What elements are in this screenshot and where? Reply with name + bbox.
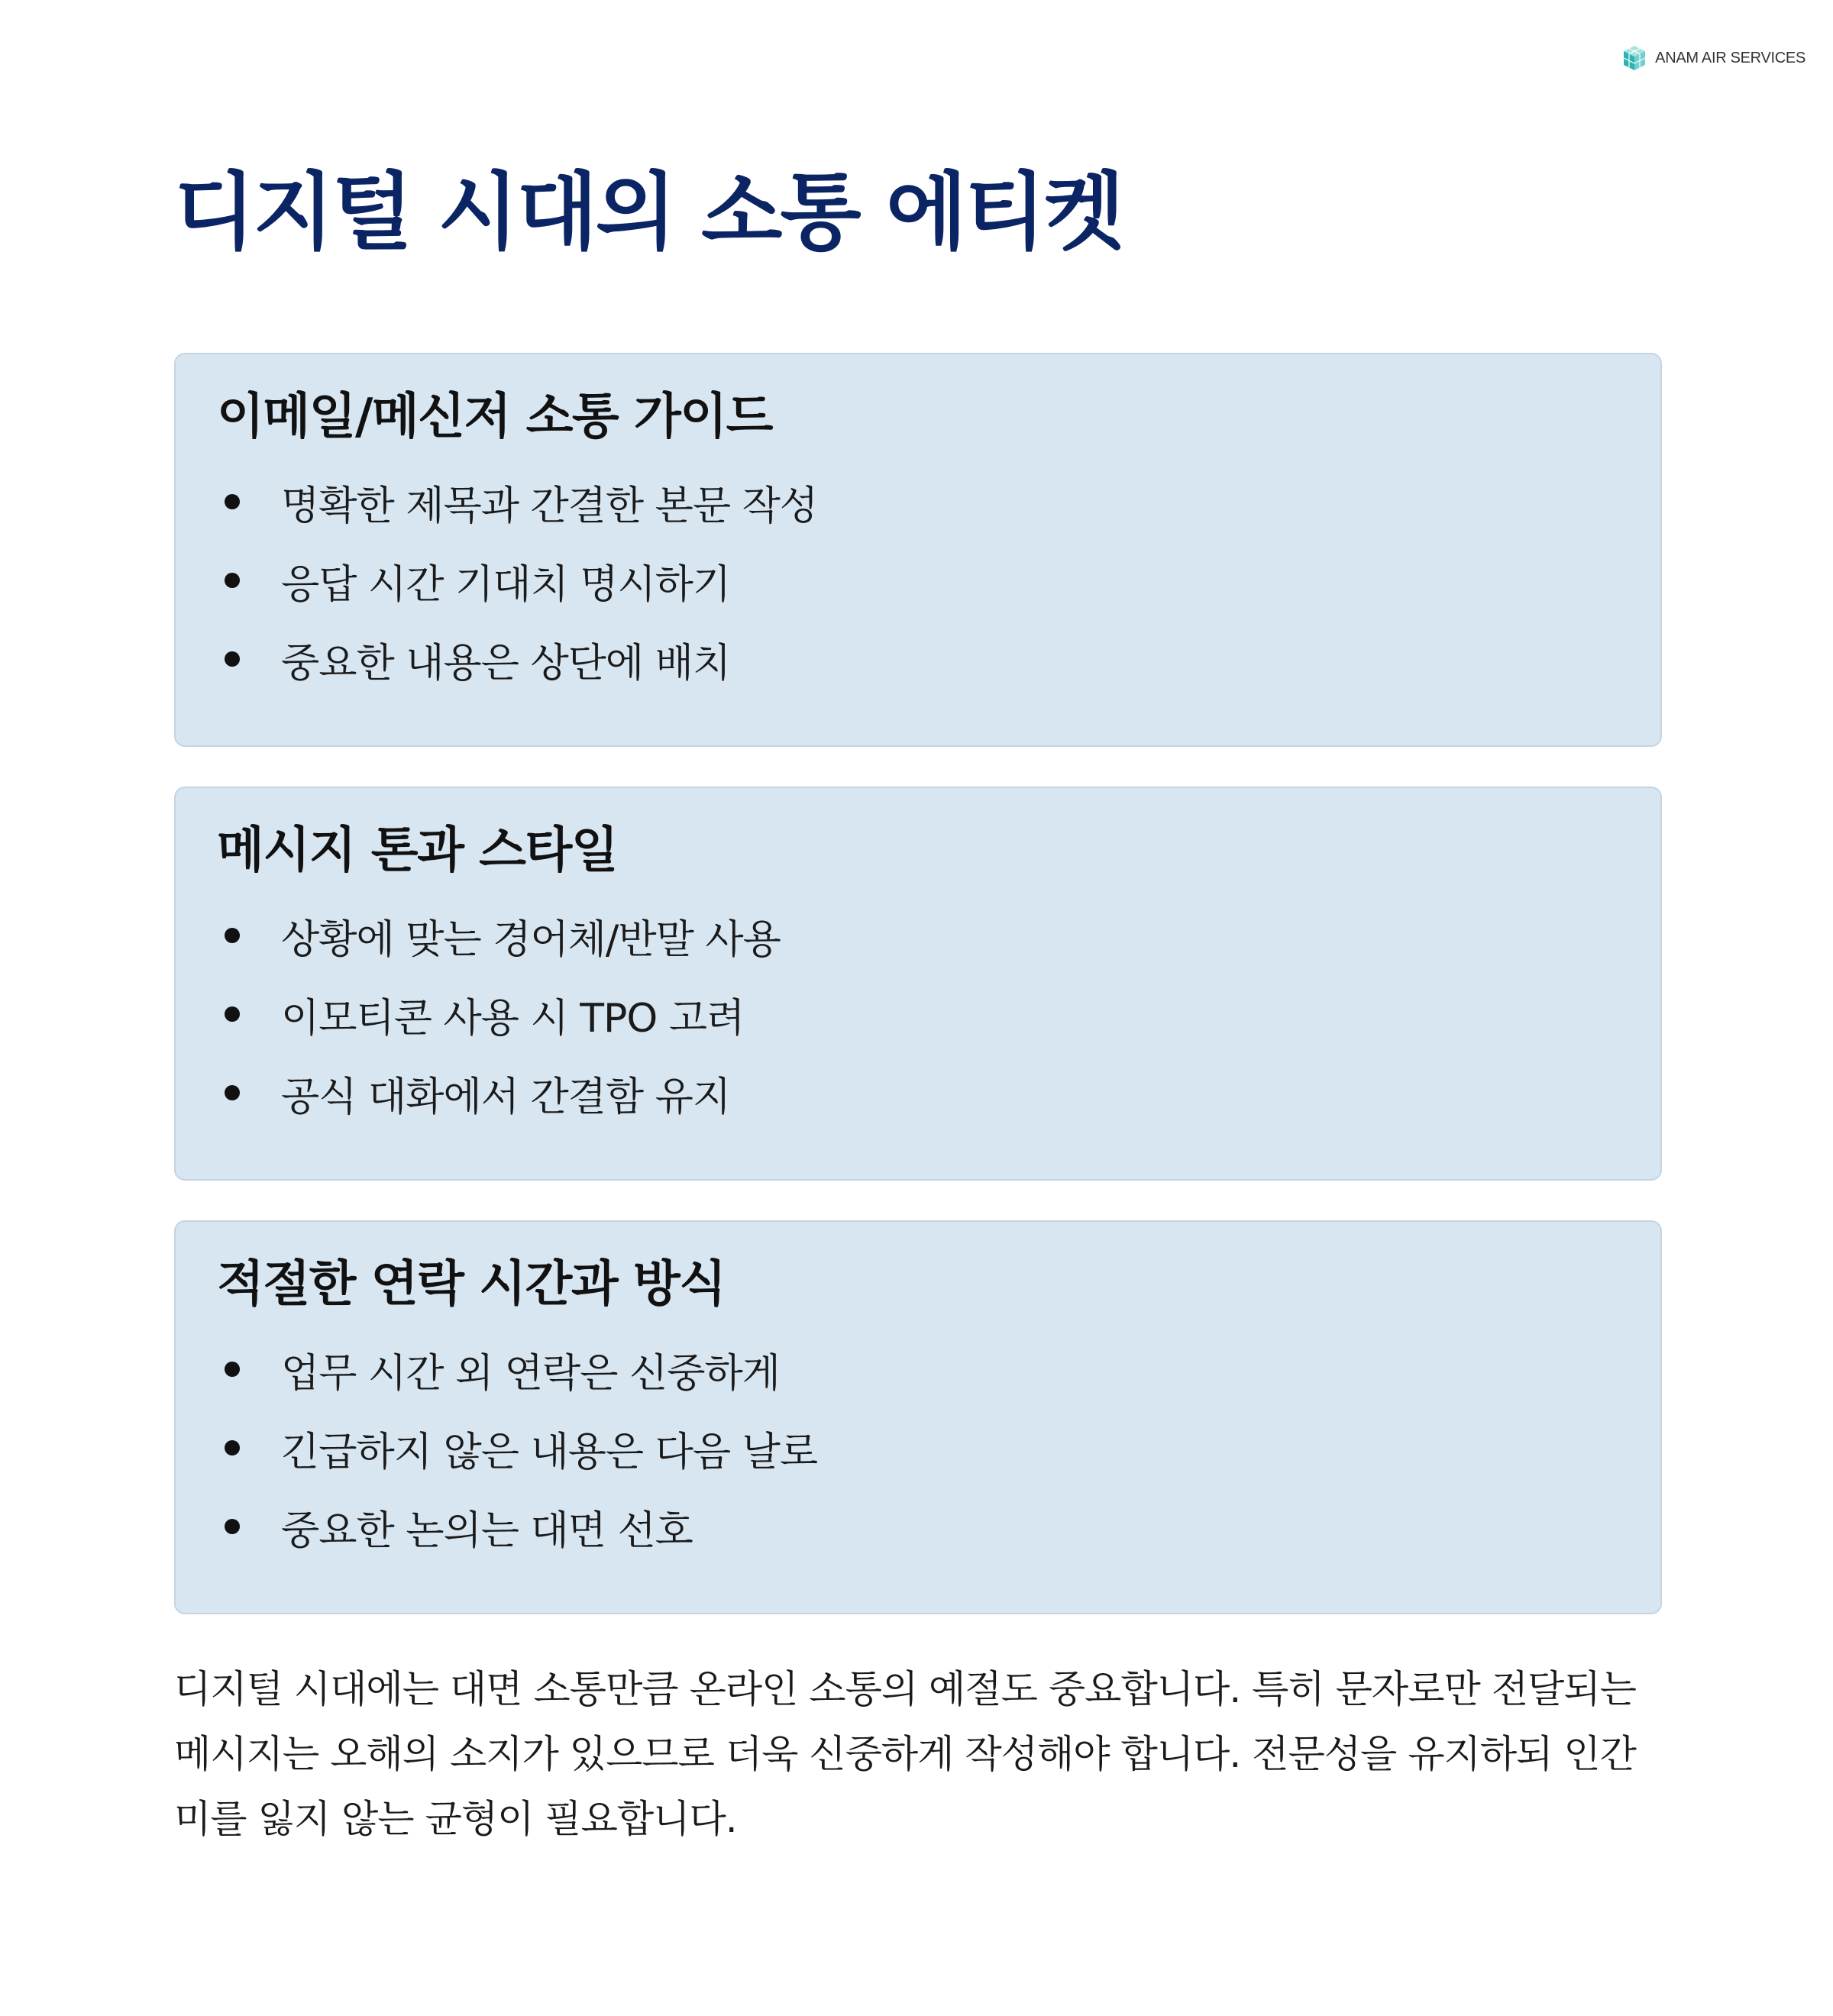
list-item [217,620,1619,699]
brand-logo [1621,44,1806,72]
bullet-icon [225,1085,240,1100]
bullet-icon [225,1006,240,1022]
bullet-list [217,1330,1619,1566]
bullet-icon [225,494,240,509]
bullet-icon [225,1362,240,1377]
list-item [217,897,1619,975]
bullet-icon [225,1519,240,1534]
bullet-list [217,463,1619,699]
list-item [217,1054,1619,1132]
bullet-icon [225,1440,240,1455]
section-heading: 메시지 톤과 스타일 [217,822,618,879]
list-item [217,1409,1619,1488]
list-item [217,541,1619,620]
section-card-contact-timing [174,1220,1662,1614]
list-item-text: 이모티콘 사용 시 TPO 고려 [281,995,745,1042]
section-heading: 이메일/메신저 소통 가이드 [217,389,773,445]
list-item-text: 업무 시간 외 연락은 신중하게 [281,1350,780,1397]
brand-name: ANAM AIR SERVICES [1655,49,1806,66]
isometric-cube-logo-icon [1621,44,1647,72]
bullet-list [217,897,1619,1132]
list-item [217,1488,1619,1566]
section-card-message-tone [174,787,1662,1181]
page-title: 디지털 시대의 소통 에티켓 [174,163,1123,261]
section-card-email-messenger [174,353,1662,747]
list-item [217,463,1619,541]
list-item [217,975,1619,1054]
list-item-text: 중요한 내용은 상단에 배치 [281,640,731,687]
summary-paragraph: 디지털 시대에는 대면 소통만큼 온라인 소통의 예절도 중요합니다. 특히 문자로만 전달되는 메시지는 오해의 소지가 있으므로 더욱 신중하게 작성해야 합니다. 전문성을 유지하되 인간미를 잃지 않는 균형이 필요합니다. [174,1667,1636,1841]
list-item-text: 응답 시간 기대치 명시하기 [281,561,731,608]
list-item-text: 공식 대화에서 간결함 유지 [281,1074,731,1120]
list-item-text: 중요한 논의는 대면 선호 [281,1507,693,1554]
list-item-text: 긴급하지 않은 내용은 다음 날로 [281,1429,818,1475]
bullet-icon [225,573,240,588]
list-item-text: 상황에 맞는 경어체/반말 사용 [281,916,781,963]
section-heading: 적절한 연락 시간과 방식 [217,1256,726,1313]
list-item-text: 명확한 제목과 간결한 본문 작성 [281,483,818,529]
list-item [217,1330,1619,1409]
bullet-icon [225,651,240,667]
bullet-icon [225,928,240,943]
